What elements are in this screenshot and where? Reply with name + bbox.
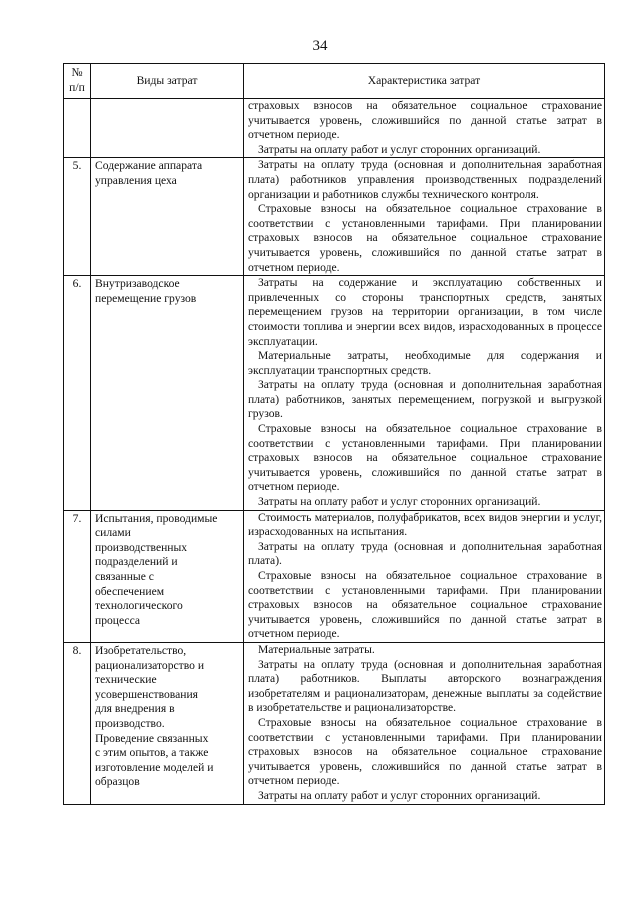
table-row — [64, 158, 605, 276]
row-number: 8. — [64, 642, 91, 804]
header-number-line2: п/п — [69, 81, 85, 94]
cost-kind-cell — [91, 642, 244, 804]
cost-kind-line: с этим опытов, а также — [95, 746, 209, 760]
header-number-line1: № — [71, 66, 83, 80]
cost-kind-line: Содержание аппарата — [95, 159, 203, 173]
cost-kind-line: перемещение грузов — [95, 291, 197, 305]
cost-description-paragraph: Затраты на оплату труда (основная и дополнительная заработная плата) работников. Выплаты авторского вознаграждения изобретателям и рационализаторам, денежные выплаты за содействие в изобретательстве и рационализаторстве. — [248, 657, 602, 715]
cost-description-paragraph: Стоимость материалов, полуфабрикатов, всех видов энергии и услуг, израсходованных на испытания. — [248, 510, 602, 539]
row-number: 7. — [64, 510, 91, 642]
cost-types-table — [63, 63, 605, 805]
table-body — [64, 99, 605, 805]
table-row — [64, 99, 605, 158]
header-cost-description: Характеристика затрат — [244, 64, 605, 99]
cost-kind-line: Испытания, проводимые — [95, 511, 218, 525]
cost-description-paragraph: страховых взносов на обязательное социальное страхование учитывается уровень, сложившийся по данной статье затрат в отчетном периоде. — [248, 99, 602, 142]
cost-kind-line: для внедрения в — [95, 702, 175, 716]
cost-description-cell — [244, 510, 605, 642]
cost-description-paragraph: Затраты на оплату работ и услуг сторонних организаций. — [258, 495, 541, 509]
cost-kind-line: подразделений и — [95, 555, 178, 569]
cost-description-paragraph: Затраты на содержание и эксплуатацию собственных и привлеченных со стороны транспортных средств, занятых перемещением грузов на территории организации, в том числе стоимости топлива и энергии всех видов, израсходованных в процессе эксплуатации. — [248, 276, 602, 348]
cost-kind-line: обеспечением — [95, 584, 165, 598]
cost-kind-line: связанные с — [95, 570, 154, 583]
cost-description-paragraph: Страховые взносы на обязательное социальное страхование в соответствии с установленными тарифами. При планировании страховых взносов на обязательное социальное страхование учитывается уровень, сложившийся по данной статье затрат в отчетном периоде. — [248, 422, 602, 494]
cost-kind-line: технические — [95, 673, 157, 687]
row-number: 5. — [64, 158, 91, 276]
table-row — [64, 276, 605, 511]
cost-description-paragraph: Затраты на оплату труда (основная и дополнительная заработная плата) работников управления производственных подразделений организации и работников службы технического контроля. — [248, 158, 602, 201]
cost-kind-line: процесса — [95, 613, 141, 627]
cost-kind-line: технологического — [95, 599, 183, 613]
cost-kind-cell — [91, 158, 244, 276]
cost-description-paragraph: Страховые взносы на обязательное социальное страхование в соответствии с установленными тарифами. При планировании страховых взносов на обязательное социальное страхование учитывается уровень, сложившийся по данной статье затрат в отчетном периоде. — [248, 202, 602, 274]
cost-description-paragraph: Затраты на оплату труда (основная и дополнительная заработная плата). — [248, 539, 602, 568]
cost-description-paragraph: Материальные затраты, необходимые для содержания и эксплуатации транспортных средств. — [248, 349, 602, 377]
cost-description-paragraph: Страховые взносы на обязательное социальное страхование в соответствии с установленными тарифами. При планировании страховых взносов на обязательное социальное страхование учитывается уровень, сложившийся по данной статье затрат в отчетном периоде. — [248, 715, 602, 788]
cost-description-paragraph: Материальные затраты. — [258, 642, 375, 656]
cost-kind-line: Внутризаводское — [95, 277, 180, 291]
cost-kind-line: производство. — [95, 716, 165, 730]
cost-description-paragraph: Затраты на оплату труда (основная и дополнительная заработная плата) работников, занятых перемещением, погрузкой и выгрузкой грузов. — [248, 378, 602, 421]
cost-kind-line: Проведение связанных — [95, 731, 209, 745]
cost-kind-cell — [91, 276, 244, 511]
header-number — [64, 64, 91, 99]
cost-kind-cell — [91, 510, 244, 642]
cost-description-paragraph: Затраты на оплату работ и услуг сторонних организаций. — [258, 142, 541, 156]
cost-description-cell — [244, 99, 605, 158]
cost-kind-line: изготовление моделей и — [95, 760, 214, 774]
row-number — [64, 99, 91, 158]
cost-kind-cell — [91, 99, 244, 158]
cost-kind-line: образцов — [95, 775, 140, 789]
row-number: 6. — [64, 276, 91, 511]
cost-kind-line: управления цеха — [95, 173, 177, 187]
header-cost-kind: Виды затрат — [91, 64, 244, 99]
cost-description-cell — [244, 158, 605, 276]
table-row — [64, 642, 605, 804]
table-header-row — [64, 64, 605, 99]
cost-description-paragraph: Затраты на оплату работ и услуг сторонних организаций. — [258, 788, 541, 802]
cost-kind-line: рационализаторство и — [95, 658, 205, 672]
page-number: 34 — [312, 38, 328, 54]
cost-description-cell — [244, 642, 605, 804]
cost-description-cell — [244, 276, 605, 511]
cost-kind-line: производственных — [95, 540, 188, 554]
cost-description-paragraph: Страховые взносы на обязательное социальное страхование в соответствии с установленными тарифами. При планировании страховых взносов на обязательное социальное страхование учитывается уровень, сложившийся по данной статье затрат в отчетном периоде. — [248, 569, 602, 641]
table-row — [64, 510, 605, 642]
cost-kind-line: усовершенствования — [95, 687, 198, 701]
cost-kind-line: Изобретательство, — [95, 643, 187, 657]
cost-kind-line: силами — [95, 526, 131, 540]
